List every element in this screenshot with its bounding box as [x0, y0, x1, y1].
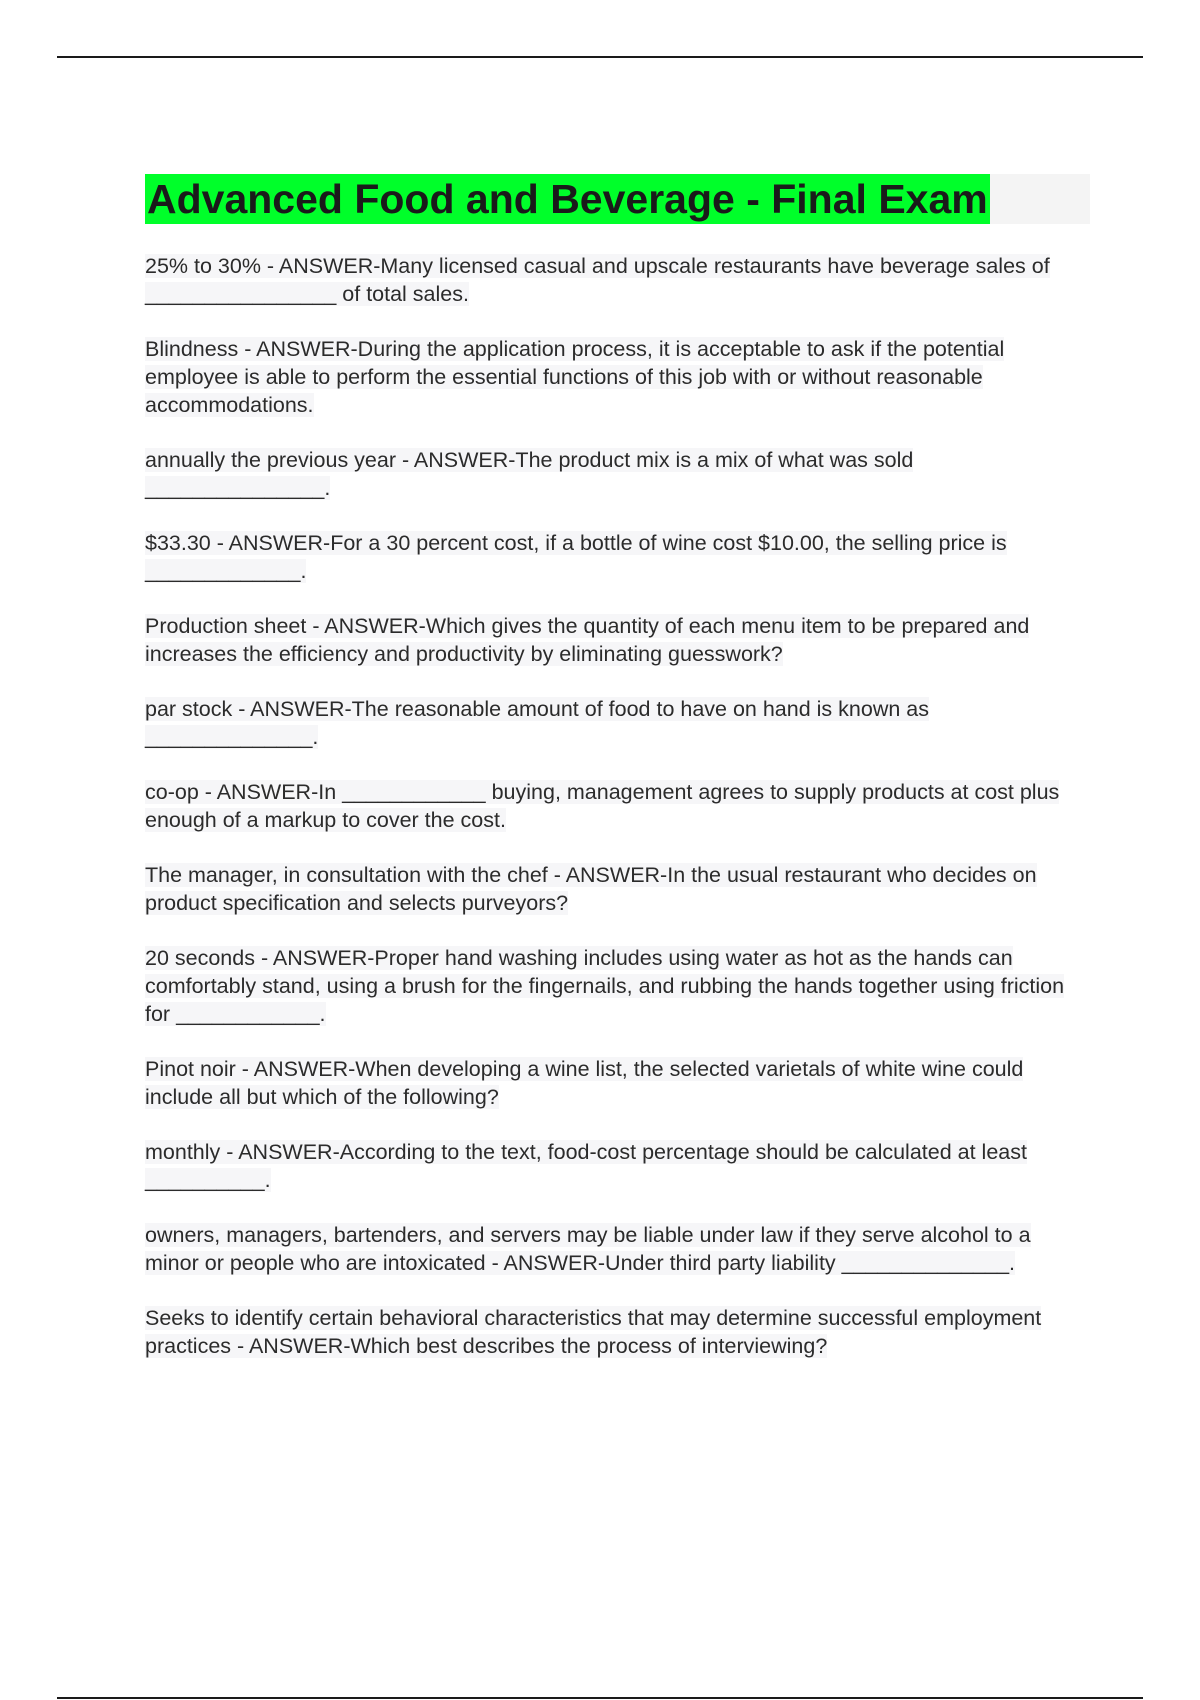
qa-item-text: Seeks to identify certain behavioral characteristics that may determine successful employment practices - ANSWER-Which best describes the process of interviewing?: [145, 1306, 1042, 1358]
document-body: [145, 174, 1090, 1387]
qa-item-text: Production sheet - ANSWER-Which gives the quantity of each menu item to be prepared and increases the efficiency and productivity by eliminating guesswork?: [145, 614, 1030, 666]
qa-item: [145, 1055, 1090, 1111]
qa-item: [145, 529, 1090, 585]
qa-item: [145, 1304, 1090, 1360]
qa-item-text: co-op - ANSWER-In ____________ buying, management agrees to supply products at cost plus enough of a markup to cover the cost.: [145, 780, 1060, 832]
qa-item-text: annually the previous year - ANSWER-The product mix is a mix of what was sold _______________.: [145, 448, 914, 500]
bottom-divider: [57, 1697, 1143, 1699]
qa-item: [145, 778, 1090, 834]
qa-item-text: Pinot noir - ANSWER-When developing a wine list, the selected varietals of white wine could include all but which of the following?: [145, 1057, 1024, 1109]
qa-item-text: 20 seconds - ANSWER-Proper hand washing includes using water as hot as the hands can comfortably stand, using a brush for the fingernails, and rubbing the hands together using friction for ____________.: [145, 946, 1065, 1026]
qa-item: [145, 861, 1090, 917]
qa-item: [145, 1138, 1090, 1194]
qa-item: [145, 252, 1090, 308]
qa-item: [145, 1221, 1090, 1277]
qa-item: [145, 335, 1090, 419]
qa-item-text: owners, managers, bartenders, and servers may be liable under law if they serve alcohol to a minor or people who are intoxicated - ANSWER-Under third party liability ______________.: [145, 1223, 1031, 1275]
qa-item-text: $33.30 - ANSWER-For a 30 percent cost, if a bottle of wine cost $10.00, the selling price is _____________.: [145, 531, 1007, 583]
qa-item: [145, 695, 1090, 751]
document-title: Advanced Food and Beverage - Final Exam: [147, 176, 988, 222]
title-block: [145, 174, 1090, 224]
qa-item-text: par stock - ANSWER-The reasonable amount of food to have on hand is known as ______________.: [145, 697, 929, 749]
qa-item-text: The manager, in consultation with the chef - ANSWER-In the usual restaurant who decides on product specification and selects purveyors?: [145, 863, 1037, 915]
qa-item-text: 25% to 30% - ANSWER-Many licensed casual and upscale restaurants have beverage sales of ________________ of total sales.: [145, 254, 1050, 306]
top-divider: [57, 56, 1143, 58]
qa-item-text: Blindness - ANSWER-During the application process, it is acceptable to ask if the potential employee is able to perform the essential functions of this job with or without reasonable accommodations.: [145, 337, 1005, 417]
qa-item: [145, 944, 1090, 1028]
qa-item: [145, 446, 1090, 502]
qa-item-text: monthly - ANSWER-According to the text, food-cost percentage should be calculated at least __________.: [145, 1140, 1027, 1192]
qa-item: [145, 612, 1090, 668]
